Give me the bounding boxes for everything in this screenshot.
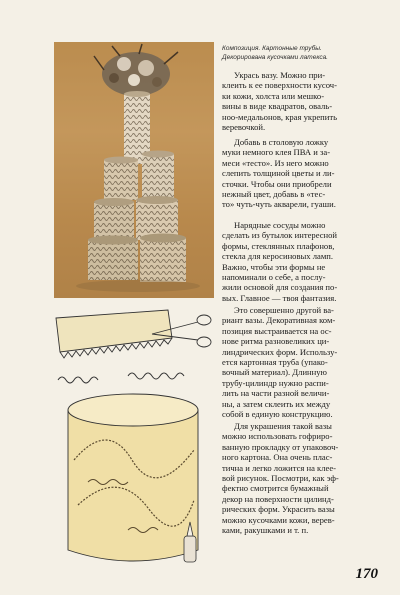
text-line: веревочкой.	[222, 122, 266, 133]
paragraph-2	[222, 137, 374, 210]
text-line: позиция выстраивается на ос-	[222, 325, 332, 336]
text-line: вины в виде квадратов, оваль-	[222, 101, 333, 112]
photo-caption	[222, 44, 372, 62]
text-line: Важно, чтобы эти формы не	[222, 261, 326, 272]
text-line: можно кусочками кожи, верев-	[222, 514, 335, 525]
text-line: лить на части разной величи-	[222, 388, 330, 399]
text-line: ного картона. Она очень плас-	[222, 452, 333, 463]
text-line: жили основой для создания по-	[222, 282, 338, 293]
paragraph-3	[222, 220, 374, 303]
text-line: ванную прокладку от упаковоч-	[222, 441, 339, 452]
text-line: муки немного клея ПВА и за-	[222, 147, 331, 158]
text-line: Добавь в столовую ложку	[234, 137, 329, 147]
text-line: ками, ракушками и т. п.	[222, 525, 309, 536]
caption-line-1: Композиция. Картонные трубы.	[222, 45, 322, 52]
text-line: фектно смотрится бумажный	[222, 483, 329, 494]
text-line: ется картонная труба (упако-	[222, 357, 328, 368]
text-line: Нарядные сосуды можно	[234, 220, 326, 230]
text-line: вых. Главное — твоя фантазия.	[222, 292, 337, 303]
text-line: меси «тесто». Из него можно	[222, 157, 329, 168]
text-line: Это совершенно другой ва-	[234, 305, 334, 315]
text-line: ки кожи, холста или мешко-	[222, 90, 325, 101]
text-line: слепить толщиной цветы и ли-	[222, 168, 335, 179]
text-line: ны, а затем склеить их между	[222, 398, 331, 409]
cardboard-cylinder	[68, 394, 198, 561]
text-line: напоминали о себе, а послу-	[222, 272, 326, 283]
text-line: то» чуть-чуть акварели, гуаши.	[222, 199, 336, 210]
text-line: сточки. Чтобы они приобрели	[222, 178, 332, 189]
craft-illustration	[48, 300, 218, 585]
text-line: собой в единую конструкцию.	[222, 409, 333, 420]
text-line: сделать из бутылок интересной	[222, 230, 338, 241]
text-line: тична и легко ложится на клее-	[222, 462, 336, 473]
text-line: риант вазы. Декоративная ком-	[222, 315, 336, 326]
paragraph-5	[222, 421, 374, 535]
text-line: линдрических форм. Использу-	[222, 346, 338, 357]
text-line: рических форм. Украсить вазы	[222, 504, 335, 515]
text-line: нове ритма разновеликих ци-	[222, 336, 330, 347]
caption-line-2: Декорирована кусочками латекса.	[222, 54, 328, 61]
text-line: нежный цвет, добавь в «тес-	[222, 189, 326, 200]
text-line: декор на поверхности цилинд-	[222, 493, 334, 504]
text-line: клеить к ее поверхности кусоч-	[222, 80, 337, 91]
text-line: трубу-цилиндр нужно распи-	[222, 377, 329, 388]
text-line: стекла для керосиновых ламп.	[222, 251, 334, 262]
paragraph-1	[222, 70, 374, 132]
text-line: ноо-медальонов, края укрепить	[222, 111, 338, 122]
vase-photo	[54, 42, 214, 298]
text-line: вочный материал). Длинную	[222, 367, 327, 378]
text-line: Укрась вазу. Можно при-	[234, 70, 326, 80]
text-line: Для украшения такой вазы	[234, 421, 332, 431]
text-line: формы, стеклянных плафонов,	[222, 240, 335, 251]
text-line: вой рисунок. Посмотри, как эф-	[222, 473, 339, 484]
page-number: 170	[355, 566, 378, 582]
paragraph-4	[222, 305, 374, 419]
corrugated-strips	[58, 373, 184, 383]
vase-photo-drawing	[54, 42, 214, 298]
text-line: можно использовать гофриро-	[222, 431, 333, 442]
